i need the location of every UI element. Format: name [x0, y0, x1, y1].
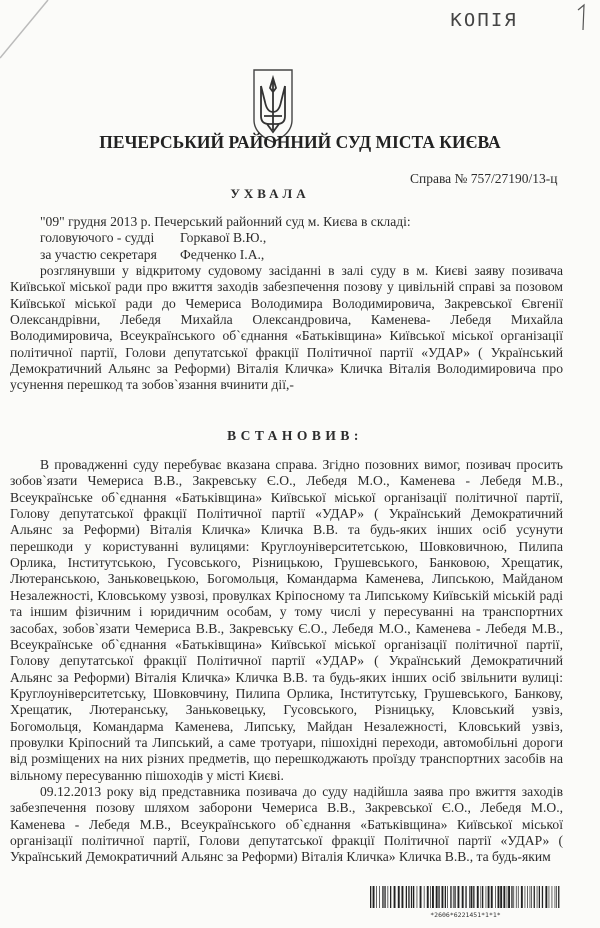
court-name-heading: ПЕЧЕРСЬКИЙ РАЙОННИЙ СУД МІСТА КИЄВА: [99, 132, 501, 152]
text-line: вільному пересуванню пішоходів у місті Києві.: [10, 767, 284, 783]
barcode-bar: [534, 886, 535, 908]
barcode-bar: [552, 886, 553, 908]
barcode-bar: [469, 886, 470, 908]
barcode-bar: [486, 886, 487, 908]
barcode-bar: [545, 886, 547, 908]
barcode-bar: [473, 886, 474, 908]
barcode-bar: [556, 886, 557, 908]
text-line: Альянс за Реформи) Віталія Кличка» Кличка В.В. та будь-яких інших осіб звільнити вулиці:: [10, 669, 563, 685]
barcode-bar: [384, 886, 385, 908]
text-line: Круглоуніверситетську, Шовковчину, Пилипа Орлика, Інститутську, Грушевського, Банкову,: [10, 685, 563, 701]
text-line: перешкоди у користуванні вулицями: Круглоуніверситетською, Шовковичною, Пилипа: [10, 538, 563, 554]
text-line: 09.12.2013 року від представника позивача до суду надійшла заява про вжиття заходів: [40, 784, 563, 799]
barcode-bar: [406, 886, 407, 908]
barcode-bar: [495, 886, 496, 908]
text-line: Голову депутатської фракції Політичної партії «УДАР» ( Український Демократичний: [10, 653, 563, 669]
text-line: забезпечення позову шляхом заборони Чемериса В.В., Закревської Є.О., Лебедя М.О.,: [10, 800, 563, 816]
text-line: Український Демократичний Альянс за Реформи) Віталія Кличка» Кличка В.В., та будь-яким: [10, 849, 551, 865]
barcode-bar: [436, 886, 438, 908]
text-line: Київської міської ради до Чемериса Володимира Володимировича, Закревської Євгенії: [10, 295, 563, 311]
barcode-bar: [503, 886, 505, 908]
barcode-bar: [373, 886, 375, 908]
barcode-bar: [549, 886, 550, 908]
barcode-bar: [394, 886, 396, 908]
text-line: Олександрівни, Лебедя Михайла Олександровича, Каменева- Лебедя Михайла: [10, 312, 563, 328]
text-line: та іншим фізичним і юридичним особам, у тому числі у пересуванні на транспортних: [10, 604, 563, 620]
barcode-bar: [411, 886, 412, 908]
barcode: [370, 886, 561, 908]
text-line: Богомольця, Командарма Каменева, Липську, Майдан Незалежності, Кловський узвіз,: [10, 718, 563, 734]
barcode-bar: [462, 886, 464, 908]
barcode-bar: [390, 886, 391, 908]
barcode-bar: [379, 886, 380, 908]
text-line: розглянувши у відкритому судовому засіданні в залі суду в м. Києві заяву позивача: [40, 263, 563, 278]
barcode-bar: [518, 886, 519, 908]
text-line: Лютеранською, Заньковецькою, Богомольця, Командарма Каменева, Липською, Майданом: [10, 571, 563, 587]
barcode-bar: [454, 886, 455, 908]
barcode-bar: [417, 886, 418, 908]
barcode-bar: [424, 886, 425, 908]
barcode-bar: [402, 886, 404, 908]
secretary-label: за участю секретаря: [40, 247, 157, 262]
barcode-bar: [521, 886, 523, 908]
barcode-bar: [445, 886, 446, 908]
barcode-bar: [471, 886, 473, 908]
barcode-bar: [500, 886, 502, 908]
barcode-bar: [398, 886, 400, 908]
barcode-bar: [458, 886, 460, 908]
text-line: політичної партії, Голови депутатської фракції Політичної партії «УДАР» ( Український: [10, 344, 563, 360]
barcode-bar: [513, 886, 514, 908]
text-line: Альянс за Реформи) Віталія Кличка» Кличка В.В. та будь-яких інших осіб усунути: [10, 522, 563, 538]
judge-name: Горкавої В.Ю.,: [180, 230, 267, 245]
case-number: Справа № 757/27190/13-ц: [410, 171, 558, 186]
barcode-bar: [430, 886, 431, 908]
barcode-bar: [408, 886, 409, 908]
barcode-bar: [537, 886, 538, 908]
ruling-date-line: "09" грудня 2013 р. Печерський районний суд м. Києва в складі:: [40, 214, 411, 229]
barcode-bar: [542, 886, 543, 908]
barcode-bar: [453, 886, 454, 908]
barcode-bar: [498, 886, 500, 908]
text-line: Київської міської ради про вжиття заходів забезпечення позову у цивільній справі за позовом: [10, 279, 563, 295]
text-line: усунення перешкод та зобов`язання вчинити дії,-: [10, 377, 294, 393]
text-line: Незалежності, Кловському узвозі, провулках Кріпосному та Липському Київській міській раді: [10, 587, 563, 603]
text-line: Всеукраїнське об`єднання «Батьківщина» Київської міської організації політичної партії,: [10, 489, 563, 505]
barcode-bar: [511, 886, 512, 908]
text-line: від розміщених на них різних предметів, що перешкоджають проїзду транспортних засобів на: [10, 751, 563, 767]
copy-stamp: КОПІЯ: [450, 10, 518, 31]
text-line: засобах, зобов`язати Чемериса В.В., Закревську Є.О., Лебедя М.О., Каменева - Лебедя М.В.,: [10, 620, 563, 636]
barcode-bar: [382, 886, 383, 908]
barcode-bar: [388, 886, 389, 908]
barcode-bar: [450, 886, 451, 908]
barcode-bar: [491, 886, 493, 908]
barcode-bar: [539, 886, 540, 908]
barcode-bar: [488, 886, 490, 908]
barcode-bar: [420, 886, 422, 908]
barcode-bar: [438, 886, 439, 908]
barcode-bar: [432, 886, 434, 908]
barcode-bar: [447, 886, 448, 908]
text-line: В провадженні суду перебуває вказана справа. Згідно позовних вимог, позивач просить: [40, 457, 563, 472]
barcode-bar: [527, 886, 528, 908]
barcode-bar: [516, 886, 517, 908]
judge-label: головуючого - судді: [40, 230, 155, 245]
barcode-bar: [481, 886, 482, 908]
text-line: Каменева - Лебедя М.В., Всеукраїнського об`єднання «Батьківщина» Київської міської: [10, 816, 563, 832]
barcode-bar: [555, 886, 556, 908]
text-line: організації політичної партії, Голови депутатської фракції Політичної партії «УДАР» (: [10, 833, 563, 849]
text-line: Хрещатик, Лютеранську, Заньковецьку, Гусовського, Різницьку, Кловський узвіз,: [10, 702, 563, 718]
barcode-bar: [508, 886, 510, 908]
text-line: зобов`язати Чемериса В.В., Закревську Є.О., Лебедя М.О., Каменева - Лебедя М.В.,: [10, 473, 563, 489]
document-type-heading: УХВАЛА: [230, 186, 310, 201]
handwritten-page-mark: [575, 2, 589, 32]
barcode-bar: [530, 886, 531, 908]
barcode-number: *2606*6221451*1*1*: [430, 911, 501, 919]
text-line: Орлика, Інститутською, Гусовського, Різницькою, Грушевського, Банковою, Хрещатик,: [10, 555, 563, 571]
barcode-bar: [465, 886, 466, 908]
text-line: Демократичний Альянс за Реформи) Віталія Кличка» Кличка Віталія Володимировича про: [10, 361, 563, 377]
barcode-bar: [370, 886, 371, 908]
barcode-bar: [531, 886, 532, 908]
text-line: провулки Кріпосний та Липський, а саме тротуари, пішохідні переходи, автомобільні дороги: [10, 734, 563, 750]
folded-corner-mark: [0, 0, 60, 60]
barcode-bar: [427, 886, 429, 908]
barcode-bar: [442, 886, 444, 908]
barcode-bar: [477, 886, 479, 908]
barcode-bar: [558, 886, 559, 908]
text-line: Володимировича, Всеукраїнського об`єднання «Батьківщина» Київської міської організації: [10, 328, 563, 344]
text-line: Всеукраїнське об`єднання «Батьківщина» Київської міської організації політичної партії,: [10, 636, 563, 652]
barcode-bar: [376, 886, 377, 908]
barcode-bar: [525, 886, 526, 908]
barcode-bar: [413, 886, 414, 908]
barcode-bar: [507, 886, 508, 908]
secretary-name: Федченко І.А.,: [180, 247, 265, 262]
text-line: Голову депутатської фракції Політичної партії «УДАР» ( Український Демократичний: [10, 506, 563, 522]
barcode-bar: [482, 886, 483, 908]
established-heading: ВСТАНОВИВ:: [227, 428, 363, 443]
